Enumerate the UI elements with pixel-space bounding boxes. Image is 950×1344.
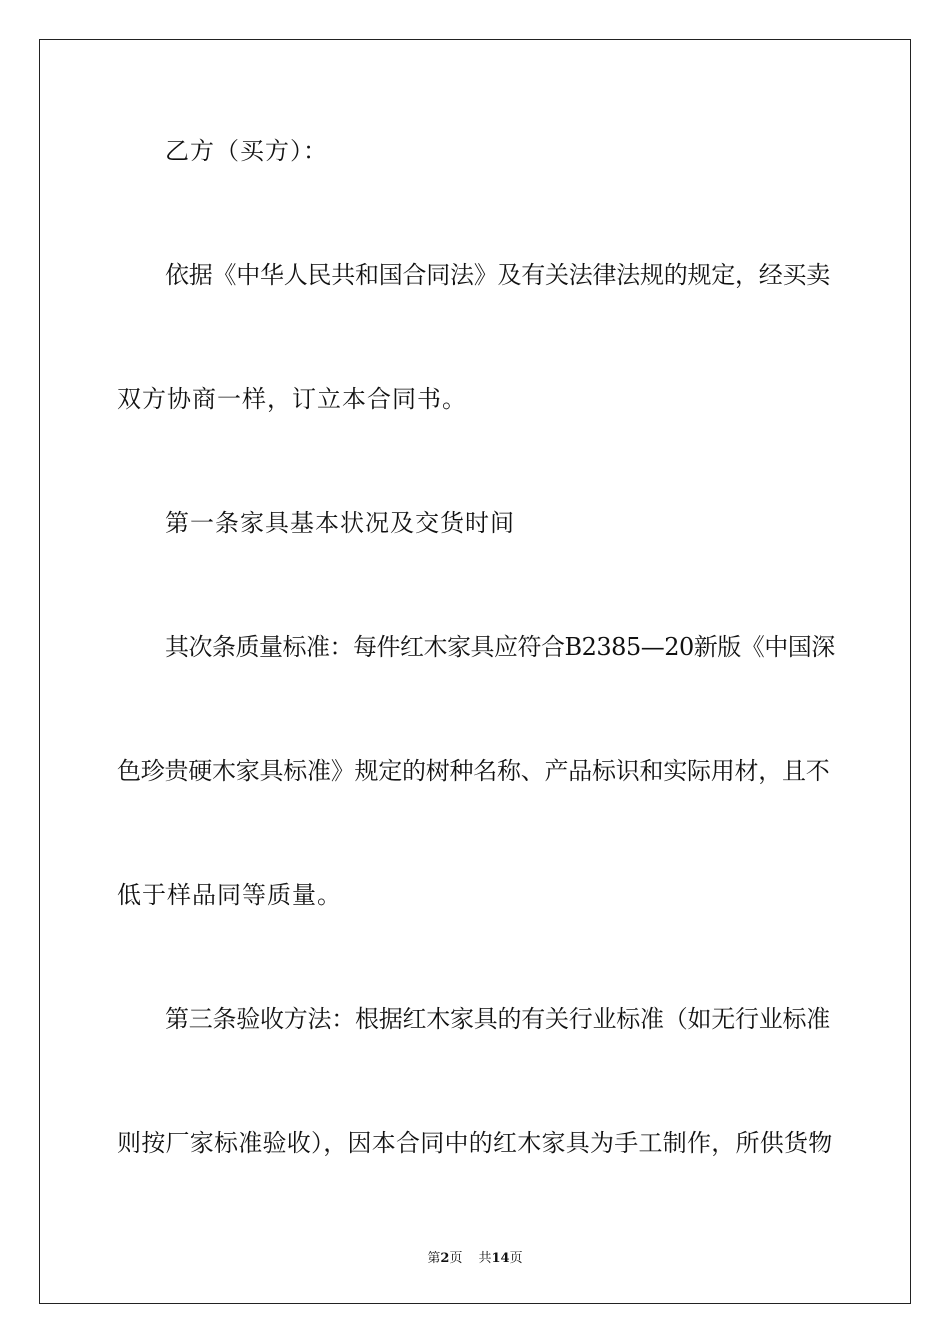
footer-total-prefix: 共 bbox=[478, 1251, 492, 1266]
footer-page-number: 2 bbox=[440, 1251, 450, 1266]
page-border bbox=[39, 39, 911, 1304]
article-2-line-1: 其次条质量标准：每件红木家具应符合B2385—20新版《中国深 bbox=[165, 633, 835, 661]
page-footer bbox=[0, 1247, 950, 1266]
footer-page-prefix: 第 bbox=[427, 1251, 441, 1266]
article-3-line-1: 第三条验收方法：根据红木家具的有关行业标准（如无行业标准 bbox=[165, 1005, 830, 1033]
footer-total-pages: 14 bbox=[491, 1251, 510, 1266]
article-1-heading: 第一条家具基本状况及交货时间 bbox=[165, 509, 515, 537]
preamble-line-2: 双方协商一样，订立本合同书。 bbox=[117, 385, 467, 413]
article-2-line-3: 低于样品同等质量。 bbox=[117, 881, 342, 909]
footer-page-suffix: 页 bbox=[449, 1251, 463, 1266]
footer-total-suffix: 页 bbox=[509, 1251, 523, 1266]
preamble-line-1: 依据《中华人民共和国合同法》及有关法律法规的规定，经买卖 bbox=[165, 261, 830, 289]
article-3-line-2: 则按厂家标准验收），因本合同中的红木家具为手工制作，所供货物 bbox=[117, 1129, 833, 1157]
party-b-label: 乙方（买方）： bbox=[165, 137, 328, 165]
article-2-line-2: 色珍贵硬木家具标准》规定的树种名称、产品标识和实际用材，且不 bbox=[117, 757, 830, 785]
